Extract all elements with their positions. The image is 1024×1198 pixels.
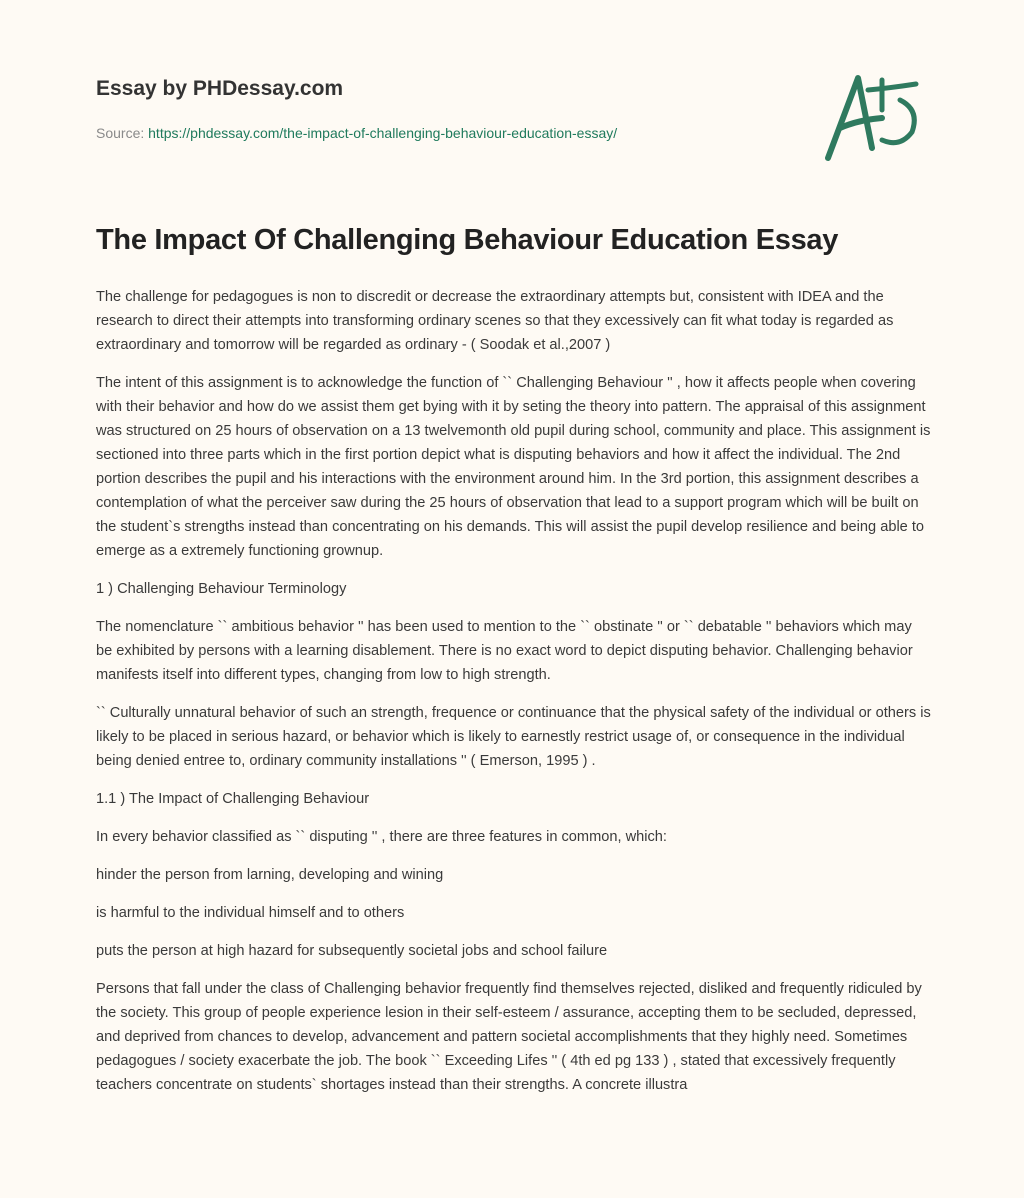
paragraph: Persons that fall under the class of Challenging behavior frequently find themselves rejected, disliked and frequently ridiculed by the society. This group of people experience lesion in their self-esteem / assurance, accepting them to be secluded, depressed, and deprived from chances to develop, advancement and pattern societal accomplishments that they highly need. Sometimes pedagogues / society exacerbate the job. The book `` Exceeding Lifes '' ( 4th ed pg 133 ) , stated that excessively frequently teachers concentrate on students` shortages instead than their strengths. A concrete illustra (96, 981, 922, 1093)
site-brand: Essay by PHDessay.com (96, 77, 344, 100)
paragraph: The challenge for pedagogues is non to discredit or decrease the extraordinary attempts but, consistent with IDEA and the research to direct their attempts into transforming ordinary scenes so that they excessively can fit what today is regarded as extraordinary and tomorrow will be regarded as ordinary - ( Soodak et al.,2007 ) (96, 289, 894, 353)
section-heading: 1 ) Challenging Behaviour Terminology (96, 581, 347, 597)
source-line (96, 125, 617, 141)
source-label: Source: (96, 125, 145, 141)
paragraph: The nomenclature `` ambitious behavior '' has been used to mention to the `` obstinate '' or `` debatable '' behaviors which may be exhibited by persons with a learning disablement. There is no exact word to depict disputing behavior. Challenging behavior manifests itself into different types, changing from low to high strength. (96, 619, 913, 683)
paragraph: The intent of this assignment is to acknowledge the function of `` Challenging Behaviour '' , how it affects people when covering with their behavior and how do we assist them get bying with it by seting the theory into pattern. The appraisal of this assignment was structured on 25 hours of observation on a 13 twelvemonth old pupil during school, community and place. This assignment is sectioned into three parts which in the first portion depict what is disputing behaviors and how it affect the individual. The 2nd portion describes the pupil and his interactions with the environment around him. In the 3rd portion, this assignment describes a contemplation of what the perceiver saw during the 25 hours of observation that lead to a support program which will be built on the student`s strengths instead than concentrating on his demands. This will assist the pupil develop resilience and being able to emerge as a extremely functioning grownup. (96, 375, 931, 559)
paragraph: In every behavior classified as `` disputing '' , there are three features in common, which: (96, 829, 667, 845)
list-item: is harmful to the individual himself and to others (96, 905, 405, 921)
essay-body (96, 285, 932, 1111)
section-heading: 1.1 ) The Impact of Challenging Behaviour (96, 791, 370, 807)
list-item: hinder the person from larning, developing and wining (96, 867, 444, 883)
list-item: puts the person at high hazard for subsequently societal jobs and school failure (96, 943, 608, 959)
source-link[interactable]: https://phdessay.com/the-impact-of-challenging-behaviour-education-essay/ (148, 125, 618, 141)
page-title: The Impact Of Challenging Behaviour Education Essay (96, 224, 839, 256)
a-plus-logo (820, 70, 930, 165)
quote-paragraph: `` Culturally unnatural behavior of such an strength, frequence or continuance that the physical safety of the individual or others is likely to be placed in serious hazard, or behavior which is likely to earnestly restrict usage of, or consequence in the individual being denied entree to, ordinary community installations '' ( Emerson, 1995 ) . (96, 705, 931, 769)
